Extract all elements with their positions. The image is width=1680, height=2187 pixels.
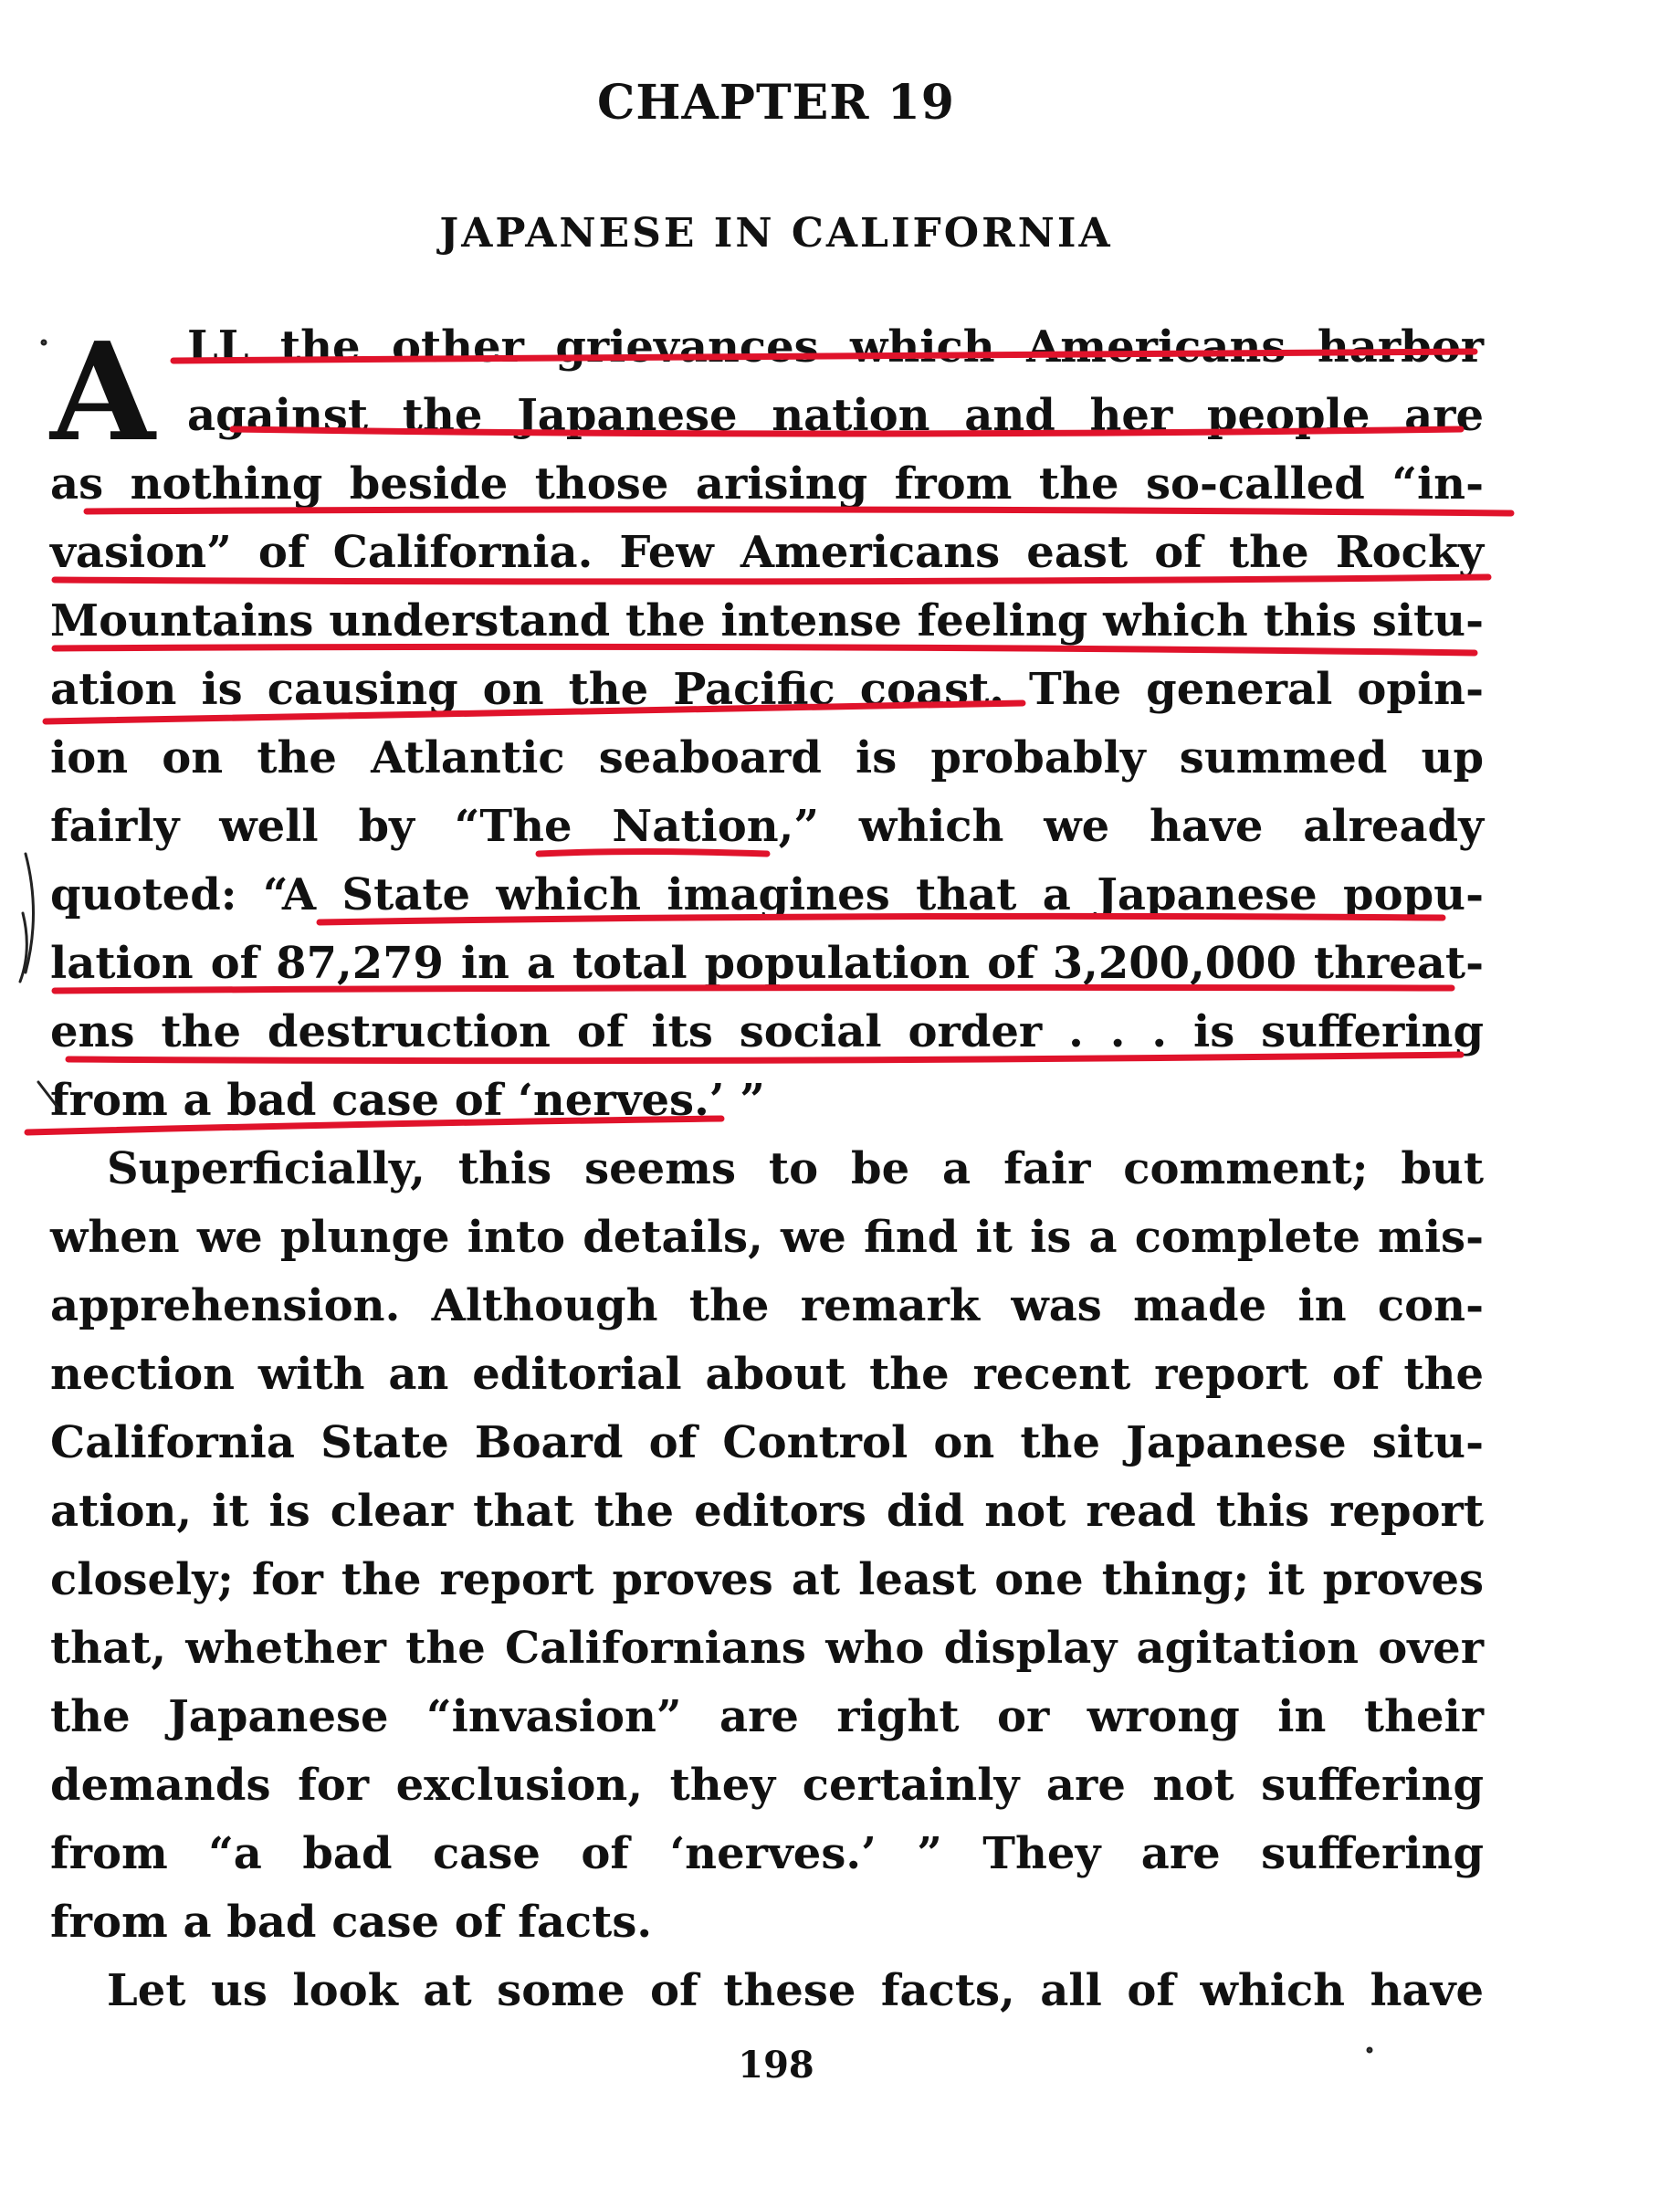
text-line: ens the destruction of its social order . . . is suffering — [50, 1006, 1484, 1057]
pencil-mark — [26, 854, 34, 973]
pencil-mark — [20, 913, 26, 982]
text-line: fairly well by “The Nation,” which we have already — [50, 801, 1484, 852]
text-line: ation, it is clear that the editors did not read this report — [50, 1486, 1484, 1537]
chapter-number: CHAPTER 19 — [597, 75, 955, 131]
text-line: closely; for the report proves at least one thing; it proves — [50, 1554, 1484, 1605]
text-line: Let us look at some of these facts, all of which have — [107, 1965, 1484, 2016]
chapter-title: JAPANESE IN CALIFORNIA — [439, 210, 1113, 257]
text-line: Mountains understand the intense feeling which this situ- — [50, 595, 1484, 647]
text-line: California State Board of Control on the Japanese situ- — [50, 1417, 1484, 1468]
text-line: the Japanese “invasion” are right or wrong in their — [50, 1691, 1484, 1742]
drop-cap: A — [50, 312, 155, 471]
text-line: vasion” of California. Few Americans east of the Rocky — [50, 527, 1484, 578]
text-line: Superficially, this seems to be a fair comment; but — [107, 1143, 1484, 1194]
text-line: from a bad case of facts. — [50, 1897, 653, 1948]
text-line: that, whether the Californians who display agitation over — [50, 1623, 1484, 1674]
text-line: when we plunge into details, we find it is a complete mis- — [50, 1212, 1484, 1263]
text-line: from “a bad case of ‘nerves.’ ” They are suffering — [50, 1828, 1484, 1879]
text-line: quoted: “A State which imagines that a Japanese popu- — [50, 869, 1484, 920]
text-line: ion on the Atlantic seaboard is probably summed up — [50, 732, 1484, 783]
text-line: from a bad case of ‘nerves.’ ” — [50, 1075, 765, 1126]
page-number: 198 — [738, 2044, 814, 2087]
pencil-mark — [42, 341, 46, 344]
text-line: LL the other grievances which Americans harbor — [187, 321, 1484, 373]
text-line: demands for exclusion, they certainly are not suffering — [50, 1760, 1484, 1811]
text-line: nection with an editorial about the recent report of the — [50, 1349, 1484, 1400]
text-line: apprehension. Although the remark was made in con- — [50, 1280, 1484, 1331]
text-line: against the Japanese nation and her people are — [187, 390, 1484, 441]
text-line: ation is causing on the Pacific coast. The general opin- — [50, 664, 1484, 715]
text-line: lation of 87,279 in a total population of 3,200,000 threat- — [50, 938, 1484, 989]
text-line: as nothing beside those arising from the so-called “in- — [50, 458, 1484, 510]
